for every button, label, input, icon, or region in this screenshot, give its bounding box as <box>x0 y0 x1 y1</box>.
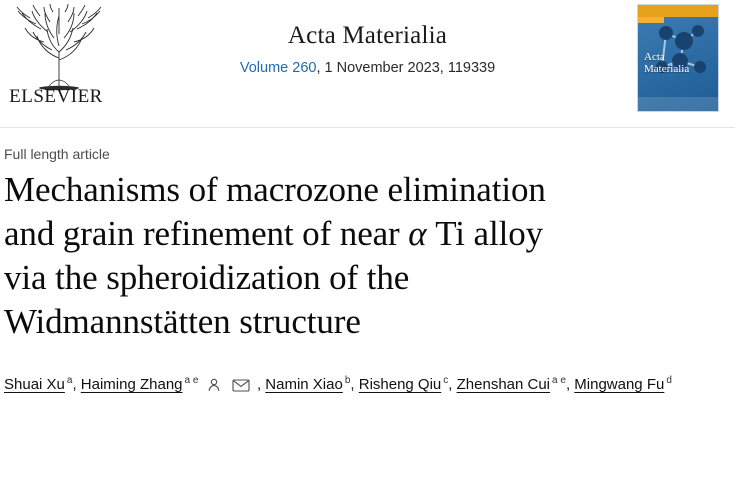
author-affiliation-1: a <box>66 375 73 386</box>
journal-cover-thumbnail[interactable] <box>637 4 719 112</box>
article-type-label: Full length article <box>4 146 110 162</box>
cover-title-line2: Materialia <box>644 63 690 75</box>
author-separator-1: , <box>72 376 77 393</box>
title-line-2: and grain refinement of near α Ti alloy <box>4 214 544 253</box>
author-separator-4: , <box>448 376 453 393</box>
article-content <box>0 128 735 400</box>
authors-icon-separator: , <box>256 376 262 393</box>
author-link-5[interactable]: Zhenshan Cui <box>456 376 551 393</box>
author-link-6[interactable]: Mingwang Fu <box>574 376 665 393</box>
author-affiliation-6: d <box>666 375 672 386</box>
author-link-4[interactable]: Risheng Qiu <box>358 376 442 393</box>
journal-header <box>0 0 735 128</box>
journal-title: Acta Materialia <box>287 22 448 49</box>
elsevier-wordmark: ELSEVIER <box>9 86 103 107</box>
title-line-1: Mechanisms of macrozone elimination <box>4 170 546 209</box>
author-affiliation-4: c <box>443 375 449 386</box>
author-link-3[interactable]: Namin Xiao <box>265 376 343 393</box>
issue-info: , 1 November 2023, 119339 <box>316 60 496 76</box>
envelope-icon[interactable] <box>232 378 250 392</box>
title-line-3: via the spheroidization of the <box>4 258 410 297</box>
author-affiliation-2: a e <box>184 375 199 386</box>
cover-top-band <box>638 5 718 17</box>
author-separator-5: , <box>565 376 571 393</box>
author-separator-3: , <box>350 376 355 393</box>
cover-title-line1: Acta <box>644 51 665 63</box>
title-line-4: Widmannstätten structure <box>4 302 361 341</box>
author-affiliation-5: a e <box>552 375 566 386</box>
author-affiliation-3: b <box>344 375 351 386</box>
page-title <box>4 168 729 344</box>
cover-bottom-band <box>638 97 718 111</box>
author-link-2[interactable]: Haiming Zhang <box>80 376 183 393</box>
person-icon[interactable] <box>206 377 222 393</box>
volume-link[interactable]: Volume 260 <box>239 60 317 76</box>
author-list <box>4 366 729 400</box>
author-link-1[interactable]: Shuai Xu <box>4 376 65 393</box>
cover-title <box>644 51 689 75</box>
